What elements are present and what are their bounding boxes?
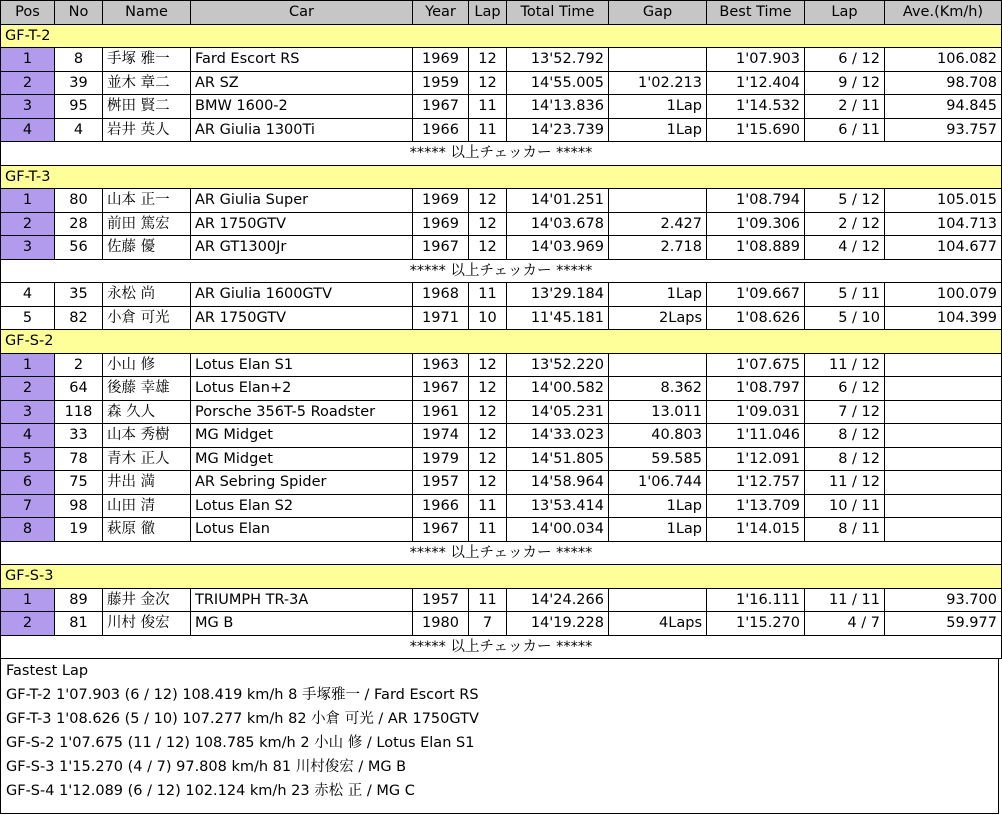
total-time-cell: 14'58.964: [507, 471, 609, 495]
best-lap-cell: 10 / 11: [805, 494, 885, 518]
position-cell: 6: [1, 471, 55, 495]
total-time-cell: 13'53.414: [507, 494, 609, 518]
header-best-lap: Lap: [805, 1, 885, 25]
result-row: [1, 612, 1002, 636]
car-number-cell: 4: [55, 118, 103, 142]
car-model-cell: Fard Escort RS: [191, 48, 413, 72]
laps-cell: 12: [469, 48, 507, 72]
average-speed-cell: 104.677: [885, 236, 1002, 260]
class-group-row: [1, 24, 1002, 48]
position-cell: 3: [1, 95, 55, 119]
result-row: [1, 471, 1002, 495]
best-lap-cell: 11 / 12: [805, 353, 885, 377]
fastest-lap-line: GF-T-3 1'08.626 (5 / 10) 107.277 km/h 82 小倉 可光 / AR 1750GTV: [6, 711, 479, 727]
laps-cell: 11: [469, 588, 507, 612]
average-speed-cell: 104.399: [885, 306, 1002, 330]
best-time-cell: 1'11.046: [707, 424, 805, 448]
year-cell: 1969: [413, 212, 469, 236]
fastest-lap-line: GF-S-4 1'12.089 (6 / 12) 102.124 km/h 23 赤松 正 / MG C: [6, 783, 415, 799]
checker-separator-row: [1, 541, 1002, 565]
average-speed-cell: [885, 424, 1002, 448]
result-row: [1, 400, 1002, 424]
year-cell: 1961: [413, 400, 469, 424]
car-number-cell: 56: [55, 236, 103, 260]
average-speed-cell: 105.015: [885, 189, 1002, 213]
average-speed-cell: [885, 353, 1002, 377]
laps-cell: 11: [469, 118, 507, 142]
gap-cell: [609, 353, 707, 377]
gap-cell: 1Lap: [609, 283, 707, 307]
driver-name-cell: 青木 正人: [103, 447, 191, 471]
gap-cell: [609, 48, 707, 72]
gap-cell: 59.585: [609, 447, 707, 471]
gap-cell: 2.718: [609, 236, 707, 260]
class-group-label: GF-S-2: [1, 330, 1002, 354]
class-group-row: [1, 565, 1002, 589]
year-cell: 1963: [413, 353, 469, 377]
laps-cell: 12: [469, 71, 507, 95]
year-cell: 1974: [413, 424, 469, 448]
car-number-cell: 28: [55, 212, 103, 236]
result-row: [1, 377, 1002, 401]
year-cell: 1967: [413, 377, 469, 401]
result-row: [1, 447, 1002, 471]
gap-cell: [609, 588, 707, 612]
car-model-cell: AR Giulia 1600GTV: [191, 283, 413, 307]
best-time-cell: 1'08.797: [707, 377, 805, 401]
result-row: [1, 71, 1002, 95]
total-time-cell: 14'13.836: [507, 95, 609, 119]
gap-cell: 40.803: [609, 424, 707, 448]
result-row: [1, 306, 1002, 330]
driver-name-cell: 川村 俊宏: [103, 612, 191, 636]
driver-name-cell: 永松 尚: [103, 283, 191, 307]
car-model-cell: MG B: [191, 612, 413, 636]
year-cell: 1967: [413, 236, 469, 260]
gap-cell: 1'06.744: [609, 471, 707, 495]
fastest-lap-title: Fastest Lap: [6, 663, 89, 679]
car-model-cell: MG Midget: [191, 447, 413, 471]
best-lap-cell: 2 / 12: [805, 212, 885, 236]
position-cell: 1: [1, 353, 55, 377]
best-lap-cell: 6 / 11: [805, 118, 885, 142]
year-cell: 1971: [413, 306, 469, 330]
best-time-cell: 1'07.903: [707, 48, 805, 72]
car-number-cell: 19: [55, 518, 103, 542]
driver-name-cell: 並木 章二: [103, 71, 191, 95]
best-lap-cell: 9 / 12: [805, 71, 885, 95]
car-model-cell: Lotus Elan: [191, 518, 413, 542]
average-speed-cell: 59.977: [885, 612, 1002, 636]
driver-name-cell: 井出 満: [103, 471, 191, 495]
laps-cell: 7: [469, 612, 507, 636]
best-time-cell: 1'14.532: [707, 95, 805, 119]
total-time-cell: 14'23.739: [507, 118, 609, 142]
position-cell: 1: [1, 588, 55, 612]
laps-cell: 11: [469, 518, 507, 542]
average-speed-cell: [885, 447, 1002, 471]
gap-cell: 1Lap: [609, 494, 707, 518]
gap-cell: 2Laps: [609, 306, 707, 330]
best-time-cell: 1'08.626: [707, 306, 805, 330]
car-number-cell: 118: [55, 400, 103, 424]
fastest-lap-line: GF-S-2 1'07.675 (11 / 12) 108.785 km/h 2 小山 修 / Lotus Elan S1: [6, 735, 475, 751]
checker-separator-label: ***** 以上チェッカー *****: [1, 259, 1002, 283]
position-cell: 5: [1, 306, 55, 330]
best-time-cell: 1'14.015: [707, 518, 805, 542]
car-model-cell: AR SZ: [191, 71, 413, 95]
gap-cell: 2.427: [609, 212, 707, 236]
total-time-cell: 13'52.220: [507, 353, 609, 377]
total-time-cell: 14'00.582: [507, 377, 609, 401]
best-lap-cell: 6 / 12: [805, 377, 885, 401]
total-time-cell: 13'29.184: [507, 283, 609, 307]
average-speed-cell: 100.079: [885, 283, 1002, 307]
total-time-cell: 14'03.969: [507, 236, 609, 260]
header-no: No: [55, 1, 103, 25]
year-cell: 1968: [413, 283, 469, 307]
driver-name-cell: 藤井 金次: [103, 588, 191, 612]
best-lap-cell: 5 / 12: [805, 189, 885, 213]
driver-name-cell: 後藤 幸雄: [103, 377, 191, 401]
average-speed-cell: 104.713: [885, 212, 1002, 236]
year-cell: 1966: [413, 494, 469, 518]
driver-name-cell: 山田 清: [103, 494, 191, 518]
car-model-cell: AR 1750GTV: [191, 306, 413, 330]
best-time-cell: 1'07.675: [707, 353, 805, 377]
car-model-cell: AR Giulia 1300Ti: [191, 118, 413, 142]
result-row: [1, 424, 1002, 448]
total-time-cell: 11'45.181: [507, 306, 609, 330]
car-number-cell: 75: [55, 471, 103, 495]
best-time-cell: 1'09.031: [707, 400, 805, 424]
year-cell: 1967: [413, 95, 469, 119]
position-cell: 3: [1, 400, 55, 424]
result-row: [1, 353, 1002, 377]
year-cell: 1957: [413, 588, 469, 612]
driver-name-cell: 佐藤 優: [103, 236, 191, 260]
car-model-cell: Lotus Elan S1: [191, 353, 413, 377]
fastest-lap-line: GF-T-2 1'07.903 (6 / 12) 108.419 km/h 8 手塚雅一 / Fard Escort RS: [6, 687, 479, 703]
laps-cell: 12: [469, 353, 507, 377]
average-speed-cell: 93.700: [885, 588, 1002, 612]
driver-name-cell: 前田 篤宏: [103, 212, 191, 236]
checker-separator-label: ***** 以上チェッカー *****: [1, 142, 1002, 166]
best-time-cell: 1'16.111: [707, 588, 805, 612]
header-gap: Gap: [609, 1, 707, 25]
average-speed-cell: 98.708: [885, 71, 1002, 95]
car-model-cell: Lotus Elan S2: [191, 494, 413, 518]
car-model-cell: TRIUMPH TR-3A: [191, 588, 413, 612]
fastest-lap-panel: [0, 658, 999, 814]
checker-separator-row: [1, 635, 1002, 659]
class-group-label: GF-S-3: [1, 565, 1002, 589]
car-number-cell: 2: [55, 353, 103, 377]
average-speed-cell: [885, 494, 1002, 518]
laps-cell: 12: [469, 471, 507, 495]
gap-cell: 4Laps: [609, 612, 707, 636]
header-name: Name: [103, 1, 191, 25]
total-time-cell: 14'19.228: [507, 612, 609, 636]
gap-cell: 1Lap: [609, 118, 707, 142]
average-speed-cell: 94.845: [885, 95, 1002, 119]
class-group-row: [1, 165, 1002, 189]
driver-name-cell: 山本 正一: [103, 189, 191, 213]
position-cell: 2: [1, 612, 55, 636]
best-lap-cell: 11 / 12: [805, 471, 885, 495]
checker-separator-label: ***** 以上チェッカー *****: [1, 635, 1002, 659]
header-car: Car: [191, 1, 413, 25]
position-cell: 7: [1, 494, 55, 518]
year-cell: 1980: [413, 612, 469, 636]
position-cell: 5: [1, 447, 55, 471]
best-lap-cell: 5 / 11: [805, 283, 885, 307]
class-group-label: GF-T-3: [1, 165, 1002, 189]
result-row: [1, 48, 1002, 72]
total-time-cell: 14'00.034: [507, 518, 609, 542]
laps-cell: 12: [469, 377, 507, 401]
result-row: [1, 518, 1002, 542]
result-row: [1, 283, 1002, 307]
checker-separator-label: ***** 以上チェッカー *****: [1, 541, 1002, 565]
best-time-cell: 1'09.306: [707, 212, 805, 236]
total-time-cell: 13'52.792: [507, 48, 609, 72]
best-lap-cell: 11 / 11: [805, 588, 885, 612]
year-cell: 1969: [413, 189, 469, 213]
car-number-cell: 33: [55, 424, 103, 448]
position-cell: 1: [1, 48, 55, 72]
average-speed-cell: 93.757: [885, 118, 1002, 142]
header-row: [1, 1, 1002, 25]
best-lap-cell: 8 / 12: [805, 424, 885, 448]
driver-name-cell: 小山 修: [103, 353, 191, 377]
best-time-cell: 1'08.889: [707, 236, 805, 260]
position-cell: 3: [1, 236, 55, 260]
best-time-cell: 1'12.757: [707, 471, 805, 495]
car-number-cell: 89: [55, 588, 103, 612]
checker-separator-row: [1, 142, 1002, 166]
class-group-row: [1, 330, 1002, 354]
car-number-cell: 64: [55, 377, 103, 401]
header-pos: Pos: [1, 1, 55, 25]
year-cell: 1957: [413, 471, 469, 495]
car-model-cell: Porsche 356T-5 Roadster: [191, 400, 413, 424]
result-row: [1, 118, 1002, 142]
car-model-cell: AR Sebring Spider: [191, 471, 413, 495]
best-lap-cell: 8 / 11: [805, 518, 885, 542]
result-row: [1, 189, 1002, 213]
average-speed-cell: 106.082: [885, 48, 1002, 72]
laps-cell: 12: [469, 189, 507, 213]
total-time-cell: 14'24.266: [507, 588, 609, 612]
best-time-cell: 1'08.794: [707, 189, 805, 213]
laps-cell: 12: [469, 447, 507, 471]
gap-cell: 13.011: [609, 400, 707, 424]
average-speed-cell: [885, 377, 1002, 401]
year-cell: 1959: [413, 71, 469, 95]
year-cell: 1967: [413, 518, 469, 542]
average-speed-cell: [885, 471, 1002, 495]
laps-cell: 12: [469, 424, 507, 448]
car-model-cell: Lotus Elan+2: [191, 377, 413, 401]
best-lap-cell: 8 / 12: [805, 447, 885, 471]
car-model-cell: MG Midget: [191, 424, 413, 448]
year-cell: 1979: [413, 447, 469, 471]
year-cell: 1969: [413, 48, 469, 72]
car-number-cell: 95: [55, 95, 103, 119]
driver-name-cell: 岩井 英人: [103, 118, 191, 142]
gap-cell: 1'02.213: [609, 71, 707, 95]
result-row: [1, 588, 1002, 612]
driver-name-cell: 小倉 可光: [103, 306, 191, 330]
average-speed-cell: [885, 518, 1002, 542]
laps-cell: 10: [469, 306, 507, 330]
best-lap-cell: 7 / 12: [805, 400, 885, 424]
position-cell: 2: [1, 212, 55, 236]
car-model-cell: AR GT1300Jr: [191, 236, 413, 260]
car-number-cell: 78: [55, 447, 103, 471]
driver-name-cell: 桝田 賢二: [103, 95, 191, 119]
total-time-cell: 14'55.005: [507, 71, 609, 95]
position-cell: 2: [1, 377, 55, 401]
driver-name-cell: 萩原 徹: [103, 518, 191, 542]
best-time-cell: 1'12.404: [707, 71, 805, 95]
total-time-cell: 14'05.231: [507, 400, 609, 424]
laps-cell: 11: [469, 494, 507, 518]
car-number-cell: 35: [55, 283, 103, 307]
position-cell: 1: [1, 189, 55, 213]
position-cell: 4: [1, 424, 55, 448]
car-number-cell: 98: [55, 494, 103, 518]
car-model-cell: AR 1750GTV: [191, 212, 413, 236]
best-lap-cell: 4 / 7: [805, 612, 885, 636]
position-cell: 4: [1, 118, 55, 142]
best-lap-cell: 4 / 12: [805, 236, 885, 260]
position-cell: 4: [1, 283, 55, 307]
result-row: [1, 212, 1002, 236]
best-time-cell: 1'15.270: [707, 612, 805, 636]
total-time-cell: 14'33.023: [507, 424, 609, 448]
gap-cell: 8.362: [609, 377, 707, 401]
laps-cell: 11: [469, 95, 507, 119]
best-lap-cell: 5 / 10: [805, 306, 885, 330]
class-group-label: GF-T-2: [1, 24, 1002, 48]
header-year: Year: [413, 1, 469, 25]
car-model-cell: BMW 1600-2: [191, 95, 413, 119]
laps-cell: 11: [469, 283, 507, 307]
result-row: [1, 236, 1002, 260]
checker-separator-row: [1, 259, 1002, 283]
best-lap-cell: 6 / 12: [805, 48, 885, 72]
laps-cell: 12: [469, 212, 507, 236]
result-row: [1, 494, 1002, 518]
laps-cell: 12: [469, 400, 507, 424]
best-time-cell: 1'13.709: [707, 494, 805, 518]
total-time-cell: 14'01.251: [507, 189, 609, 213]
car-number-cell: 82: [55, 306, 103, 330]
total-time-cell: 14'51.805: [507, 447, 609, 471]
car-number-cell: 39: [55, 71, 103, 95]
header-average-speed: Ave.(Km/h): [885, 1, 1002, 25]
gap-cell: [609, 189, 707, 213]
car-number-cell: 80: [55, 189, 103, 213]
position-cell: 8: [1, 518, 55, 542]
best-time-cell: 1'12.091: [707, 447, 805, 471]
header-lap: Lap: [469, 1, 507, 25]
car-model-cell: AR Giulia Super: [191, 189, 413, 213]
fastest-lap-line: GF-S-3 1'15.270 (4 / 7) 97.808 km/h 81 川村俊宏 / MG B: [6, 759, 407, 775]
result-row: [1, 95, 1002, 119]
driver-name-cell: 手塚 雅一: [103, 48, 191, 72]
driver-name-cell: 山本 秀樹: [103, 424, 191, 448]
best-lap-cell: 2 / 11: [805, 95, 885, 119]
car-number-cell: 8: [55, 48, 103, 72]
average-speed-cell: [885, 400, 1002, 424]
total-time-cell: 14'03.678: [507, 212, 609, 236]
header-best-time: Best Time: [707, 1, 805, 25]
gap-cell: 1Lap: [609, 95, 707, 119]
gap-cell: 1Lap: [609, 518, 707, 542]
results-body: [1, 24, 1002, 659]
best-time-cell: 1'09.667: [707, 283, 805, 307]
driver-name-cell: 森 久人: [103, 400, 191, 424]
year-cell: 1966: [413, 118, 469, 142]
laps-cell: 12: [469, 236, 507, 260]
best-time-cell: 1'15.690: [707, 118, 805, 142]
position-cell: 2: [1, 71, 55, 95]
car-number-cell: 81: [55, 612, 103, 636]
header-total-time: Total Time: [507, 1, 609, 25]
